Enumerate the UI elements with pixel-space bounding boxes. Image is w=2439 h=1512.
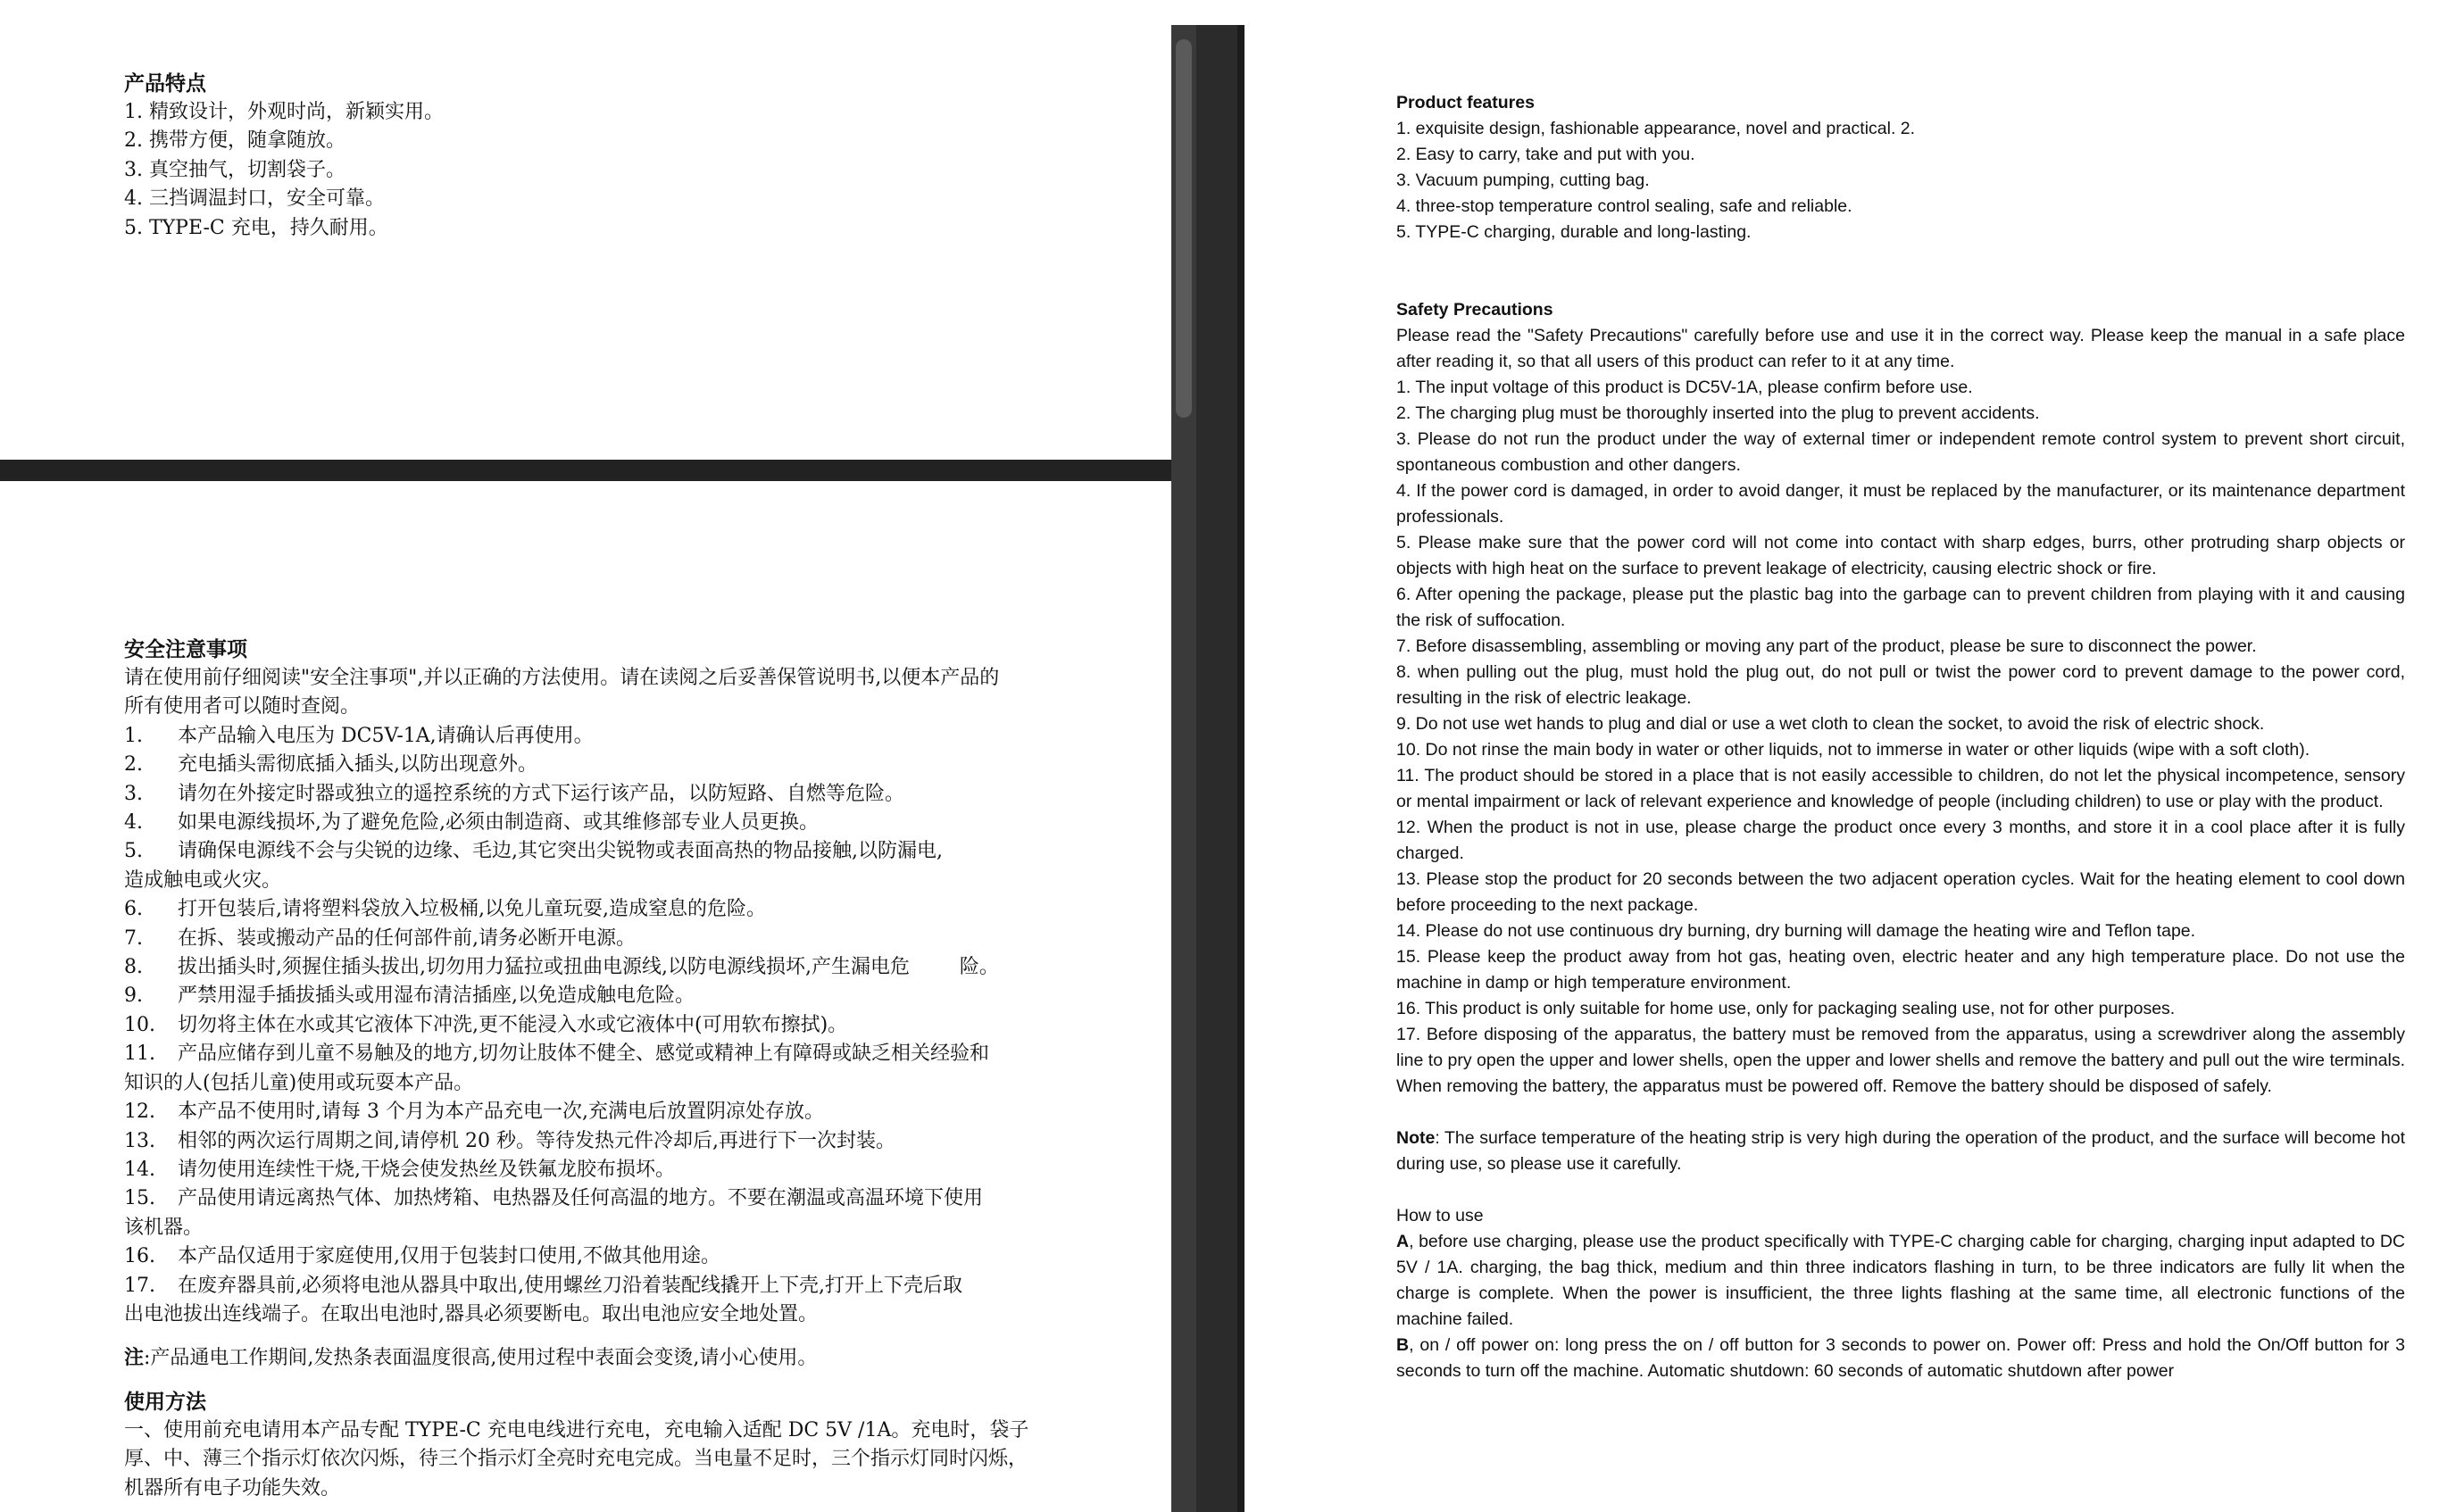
features-item-cn: 4. 三挡调温封口，安全可靠。: [124, 187, 385, 211]
safety-item-number: 6.: [124, 898, 143, 921]
features-title-en: Product features: [1396, 93, 1535, 112]
safety-item-en: 17. Before disposing of the apparatus, the battery must be removed from the apparatus, using a screwdriver along the assembly line to pry open the upper and lower shells, open the upper and lower shells and remove the battery and pull out the wire terminals. When removing the battery, the apparatus must be powered off. Remove the battery should be disposed of safely.: [1396, 1025, 2405, 1096]
safety-item-text: 如果电源线损坏,为了避免危险,必须由制造商、或其维修部专业人员更换。: [178, 811, 819, 835]
note-label-cn: 注: [124, 1346, 145, 1370]
safety-item-number: 16.: [124, 1245, 155, 1268]
safety-item-en: 16. This product is only suitable for home use, only for packaging sealing use, not for other purposes.: [1396, 999, 2176, 1018]
features-section-cn: [124, 70, 1115, 243]
safety-item-en: 3. Please do not run the product under the way of external timer or independent remote control system to prevent short circuit, spontaneous combustion and other dangers.: [1396, 429, 2405, 475]
safety-item-text: 严禁用湿手插拔插头或用湿布清洁插座,以免造成触电危险。: [178, 984, 695, 1008]
features-item-en: 2. Easy to carry, take and put with you.: [1396, 145, 1695, 164]
safety-item-text: 产品使用请远离热气体、加热烤箱、电热器及任何高温的地方。不要在潮温或高温环境下使用: [178, 1187, 984, 1210]
safety-item-text: 请勿使用连续性干烧,干烧会使发热丝及铁氟龙胶布损坏。: [178, 1158, 675, 1181]
page-divider: [0, 460, 1171, 481]
safety-title-en: Safety Precautions: [1396, 300, 1553, 320]
safety-item-text: 在拆、装或搬动产品的任何部件前,请务必断开电源。: [178, 926, 636, 950]
safety-item-number: 8.: [124, 956, 143, 979]
safety-item-text: 相邻的两次运行周期之间,请停机 20 秒。等待发热元件冷却后,再进行下一次封装。: [178, 1129, 895, 1152]
safety-section-en: [1396, 297, 2405, 1384]
features-item-en: 4. three-stop temperature control sealing, safe and reliable.: [1396, 196, 1852, 216]
features-section-en: [1396, 90, 2405, 245]
note-en: [1396, 1126, 2405, 1177]
features-item-cn: 1. 精致设计，外观时尚，新颖实用。: [124, 101, 444, 123]
safety-item-text: 请确保电源线不会与尖锐的边缘、毛边,其它突出尖锐物或表面高热的物品接触,以防漏电,: [178, 840, 943, 863]
safety-item-cn: [124, 780, 1115, 809]
safety-intro-line: 请在使用前仔细阅读"安全注事项",并以正确的方法使用。请在读阅之后妥善保管说明书,以便本产品的: [124, 667, 1000, 689]
safety-item-text: 请勿在外接定时器或独立的遥控系统的方式下运行该产品，以防短路、自燃等危险。: [178, 782, 905, 805]
safety-item-cn: 该机器。: [124, 1216, 204, 1239]
features-title-cn: 产品特点: [124, 71, 206, 96]
features-item-en: 1. exquisite design, fashionable appearance, novel and practical. 2.: [1396, 119, 1916, 138]
safety-item-number: 17.: [124, 1274, 155, 1297]
safety-item-number: 15.: [124, 1187, 155, 1210]
safety-item-en: 6. After opening the package, please put the plastic bag into the garbage can to prevent children from playing with it and causing the risk of suffocation.: [1396, 585, 2405, 630]
safety-item-cn: 出电池拔出连线端子。在取出电池时,器具必须要断电。取出电池应安全地处置。: [124, 1302, 818, 1325]
features-item-en: 5. TYPE-C charging, durable and long-lasting.: [1396, 222, 1752, 242]
usage-a-en: [1396, 1229, 2405, 1333]
safety-title-cn: 安全注意事项: [124, 637, 247, 661]
safety-item-en: 2. The charging plug must be thoroughly inserted into the plug to prevent accidents.: [1396, 403, 2040, 423]
safety-item-cn: 知识的人(包括儿童)使用或玩耍本产品。: [124, 1071, 474, 1094]
safety-item-number: 4.: [124, 811, 143, 835]
safety-item-en: 4. If the power cord is damaged, in order to avoid danger, it must be replaced by the manufacturer, or its maintenance department professionals.: [1396, 481, 2405, 527]
safety-item-en: 1. The input voltage of this product is DC5V-1A, please confirm before use.: [1396, 378, 1973, 397]
usage-b-en: [1396, 1333, 2405, 1384]
features-item-en: 3. Vacuum pumping, cutting bag.: [1396, 170, 1650, 190]
usage-b-text: , on / off power on: long press the on / off button for 3 seconds to power on. Power off: Press and hold the On/Off button for 3 seconds to turn off the machine. Automatic shutdown: 60 seconds of automatic shutdown after power: [1396, 1335, 2405, 1381]
safety-item-cn: [124, 982, 1115, 1010]
safety-item-number: 14.: [124, 1158, 155, 1181]
usage-title-cn: 使用方法: [124, 1389, 206, 1414]
safety-item-en: 5. Please make sure that the power cord will not come into contact with sharp edges, burrs, other protruding sharp objects or objects with high heat on the surface to prevent leakage of electricity, causing electric shock or fire.: [1396, 533, 2405, 578]
safety-item-number: 2.: [124, 753, 143, 777]
safety-item-cn: [124, 1272, 1115, 1300]
safety-item-en: 10. Do not rinse the main body in water or other liquids, not to immerse in water or other liquids (wipe with a soft cloth).: [1396, 740, 2310, 760]
safety-item-text: 打开包装后,请将塑料袋放入垃极桶,以免儿童玩耍,造成窒息的危险。: [178, 898, 766, 921]
safety-item-cn: [124, 1184, 1115, 1213]
safety-item-number: 10.: [124, 1013, 155, 1036]
left-bottom-page: [0, 481, 1171, 1512]
safety-item-en: 11. The product should be stored in a place that is not easily accessible to children, do not let the physical incompetence, sensory or mental impairment or lack of relevant experience and knowledge of people (including children) to use or play with the product.: [1396, 766, 2405, 811]
safety-item-cn: [124, 1011, 1115, 1040]
safety-item-en: 7. Before disassembling, assembling or moving any part of the product, please be sure to disconnect the power.: [1396, 636, 2257, 656]
note-text-en: : The surface temperature of the heating strip is very high during the operation of the product, and the surface will become hot during use, so please use it carefully.: [1396, 1128, 2405, 1174]
safety-item-number: 12.: [124, 1101, 155, 1124]
usage-line-cn: 机器所有电子功能失效。: [124, 1476, 341, 1500]
safety-item-cn: 造成触电或火灾。: [124, 868, 282, 892]
safety-item-en: 13. Please stop the product for 20 seconds between the two adjacent operation cycles. Wait for the heating element to cool down before proceeding to the next package.: [1396, 869, 2405, 915]
safety-item-text: 拔出插头时,须握住插头拔出,切勿用力猛拉或扭曲电源线,以防电源线损坏,产生漏电危 险。: [178, 956, 999, 979]
safety-item-number: 7.: [124, 926, 143, 950]
usage-b-label: B: [1396, 1335, 1410, 1355]
safety-item-text: 本产品输入电压为 DC5V-1A,请确认后再使用。: [178, 724, 594, 747]
safety-list-en: [1396, 323, 2405, 1100]
safety-item-cn: [124, 1040, 1115, 1068]
note-cn: [124, 1343, 1115, 1373]
note-label-en: Note: [1396, 1128, 1436, 1148]
safety-item-text: 在废弃器具前,必须将电池从器具中取出,使用螺丝刀沿着装配线撬开上下壳,打开上下壳后取: [178, 1274, 962, 1297]
note-text-cn: :产品通电工作期间,发热条表面温度很高,使用过程中表面会变烫,请小心使用。: [144, 1347, 818, 1370]
safety-item-text: 产品应储存到儿童不易触及的地方,切勿让肢体不健全、感觉或精神上有障碍或缺乏相关经验和: [178, 1043, 989, 1066]
safety-item-number: 9.: [124, 984, 143, 1008]
safety-item-text: 本产品不使用时,请每 3 个月为本产品充电一次,充满电后放置阴凉处存放。: [178, 1101, 824, 1124]
safety-item-number: 3.: [124, 782, 143, 805]
features-item-cn: 3. 真空抽气，切割袋子。: [124, 158, 345, 181]
left-top-page: [0, 0, 1171, 460]
features-item-cn: 2. 携带方便，随拿随放。: [124, 129, 345, 153]
safety-item-text: 切勿将主体在水或其它液体下冲洗,更不能浸入水或它液体中(可用软布擦拭)。: [178, 1013, 848, 1036]
safety-item-cn: [124, 1127, 1115, 1156]
usage-a-text: , before use charging, please use the product specifically with TYPE-C charging cable for charging, charging input adapted to DC 5V / 1A. charging, the bag thick, medium and thin three indicators flashing in turn, to be three indicators are fully lit when the charge is complete. When the power is insufficient, the three lights flashing at the same time, all electronic functions of the machine failed.: [1396, 1232, 2405, 1329]
features-item-cn: 5. TYPE-C 充电，持久耐用。: [124, 216, 388, 239]
usage-title-en: How to use: [1396, 1206, 1484, 1225]
scrollbar-edge: [1237, 25, 1244, 1512]
safety-list-cn: [124, 722, 1115, 1330]
safety-item-en: 9. Do not use wet hands to plug and dial or use a wet cloth to clean the socket, to avoid the risk of electric shock.: [1396, 714, 2265, 734]
usage-a-label: A: [1396, 1232, 1410, 1251]
safety-section-cn: [124, 636, 1115, 1503]
safety-item-cn: [124, 722, 1115, 751]
safety-item-en: 14. Please do not use continuous dry burning, dry burning will damage the heating wire and Teflon tape.: [1396, 921, 2196, 941]
usage-line-cn: 一、使用前充电请用本产品专配 TYPE-C 充电电线进行充电，充电输入适配 DC 5V /1A。充电时，袋子: [124, 1418, 1029, 1441]
safety-item-number: 5.: [124, 840, 143, 863]
safety-intro-en: Please read the "Safety Precautions" carefully before use and use it in the correct way. Please keep the manual in a safe place after reading it, so that all users of this product can refer to it at any time.: [1396, 326, 2405, 371]
safety-item-text: 充电插头需彻底插入插头,以防出现意外。: [178, 753, 537, 777]
safety-intro-line: 所有使用者可以随时查阅。: [124, 695, 361, 719]
safety-item-cn: [124, 809, 1115, 837]
safety-item-number: 13.: [124, 1129, 155, 1152]
safety-item-number: 1.: [124, 724, 143, 747]
safety-item-cn: [124, 1242, 1115, 1271]
safety-item-cn: [124, 837, 1115, 866]
safety-item-en: 12. When the product is not in use, please charge the product once every 3 months, and store it in a cool place after it is fully charged.: [1396, 818, 2405, 863]
safety-item-cn: [124, 1098, 1115, 1126]
safety-item-en: 15. Please keep the product away from hot gas, heating oven, electric heater and any high temperature place. Do not use the machine in damp or high temperature environment.: [1396, 947, 2405, 993]
safety-item-cn: [124, 751, 1115, 779]
safety-item-text: 本产品仅适用于家庭使用,仅用于包装封口使用,不做其他用途。: [178, 1245, 720, 1268]
right-page: [1244, 0, 2439, 1512]
safety-item-cn: [124, 895, 1115, 924]
usage-line-cn: 厚、中、薄三个指示灯依次闪烁，待三个指示灯全亮时充电完成。当电量不足时，三个指示灯同时闪烁，: [124, 1448, 1028, 1471]
safety-item-number: 11.: [124, 1043, 155, 1066]
safety-item-cn: [124, 1156, 1115, 1184]
safety-item-cn: [124, 953, 1115, 982]
safety-item-cn: [124, 925, 1115, 953]
scrollbar-thumb[interactable]: [1176, 39, 1192, 418]
safety-item-en: 8. when pulling out the plug, must hold the plug out, do not pull or twist the power cord to prevent damage to the power cord, resulting in the risk of electric leakage.: [1396, 662, 2405, 708]
